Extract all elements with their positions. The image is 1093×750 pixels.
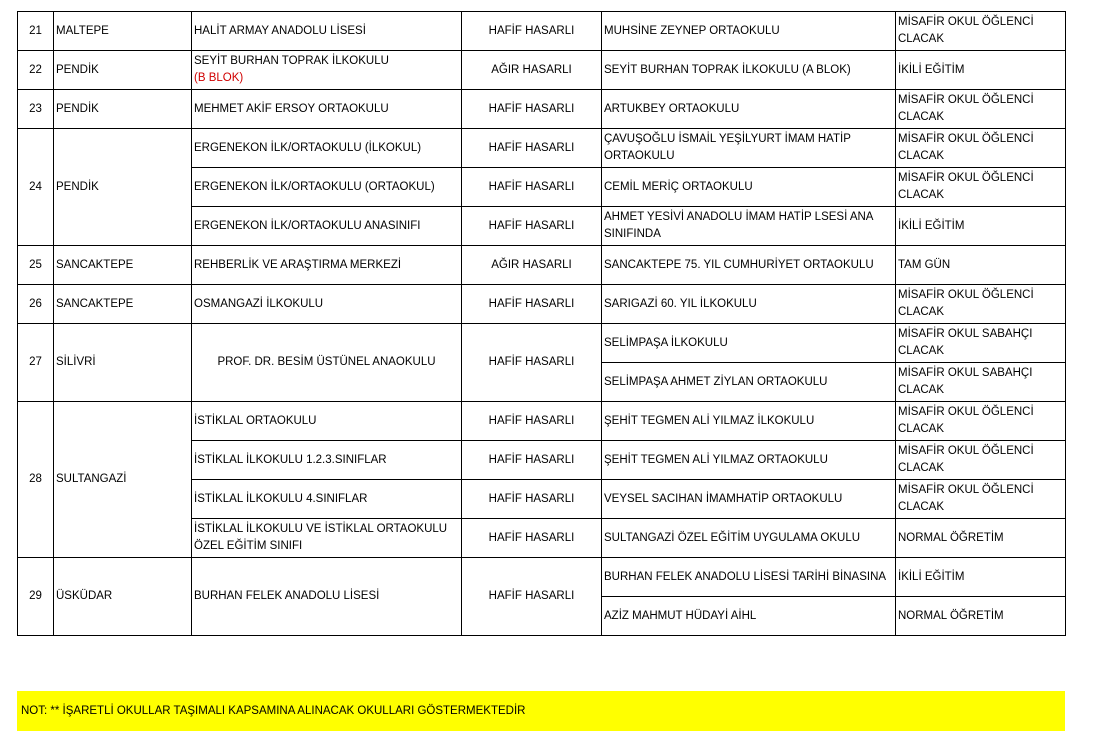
table-row <box>18 285 1066 324</box>
damage-status-cell: AĞIR HASARLI <box>462 246 602 285</box>
target-school-cell: SELİMPAŞA AHMET ZİYLAN ORTAOKULU <box>602 363 896 402</box>
district-cell: SANCAKTEPE <box>54 285 192 324</box>
school-cell: ERGENEKON İLK/ORTAOKULU ANASINIFI <box>192 207 462 246</box>
school-cell: PROF. DR. BESİM ÜSTÜNEL ANAOKULU <box>192 324 462 402</box>
target-school-cell: SARIGAZİ 60. YIL İLKOKULU <box>602 285 896 324</box>
school-relocation-table <box>17 11 1066 636</box>
target-school-cell: VEYSEL SACIHAN İMAMHATİP ORTAOKULU <box>602 480 896 519</box>
district-cell: SULTANGAZİ <box>54 402 192 558</box>
school-block-note: (B BLOK) <box>194 72 244 84</box>
school-cell: İSTİKLAL İLKOKULU 4.SINIFLAR <box>192 480 462 519</box>
row-number: 21 <box>18 12 54 51</box>
education-type-cell: MİSAFİR OKUL SABAHÇI CLACAK <box>896 324 1066 363</box>
row-number: 24 <box>18 129 54 246</box>
target-school-cell: ARTUKBEY ORTAOKULU <box>602 90 896 129</box>
table-row <box>18 558 1066 597</box>
target-school-cell: ŞEHİT TEGMEN ALİ YILMAZ İLKOKULU <box>602 402 896 441</box>
row-number: 22 <box>18 51 54 90</box>
school-cell: İSTİKLAL İLKOKULU 1.2.3.SINIFLAR <box>192 441 462 480</box>
target-school-cell: ÇAVUŞOĞLU İSMAİL YEŞİLYURT İMAM HATİP ORTAOKULU <box>602 129 896 168</box>
row-number: 28 <box>18 402 54 558</box>
target-school-cell: BURHAN FELEK ANADOLU LİSESİ TARİHİ BİNASINA <box>602 558 896 597</box>
education-type-cell: NORMAL ÖĞRETİM <box>896 597 1066 636</box>
education-type-cell: MİSAFİR OKUL ÖĞLENCİ CLACAK <box>896 168 1066 207</box>
district-cell: PENDİK <box>54 51 192 90</box>
damage-status-cell: HAFİF HASARLI <box>462 129 602 168</box>
target-school-cell: SULTANGAZİ ÖZEL EĞİTİM UYGULAMA OKULU <box>602 519 896 558</box>
district-cell: MALTEPE <box>54 12 192 51</box>
education-type-cell: MİSAFİR OKUL ÖĞLENCİ CLACAK <box>896 285 1066 324</box>
damage-status-cell: AĞIR HASARLI <box>462 51 602 90</box>
row-number: 23 <box>18 90 54 129</box>
education-type-cell: MİSAFİR OKUL ÖĞLENCİ CLACAK <box>896 480 1066 519</box>
damage-status-cell: HAFİF HASARLI <box>462 324 602 402</box>
education-type-cell: MİSAFİR OKUL ÖĞLENCİ CLACAK <box>896 441 1066 480</box>
education-type-cell: MİSAFİR OKUL ÖĞLENCİ CLACAK <box>896 129 1066 168</box>
damage-status-cell: HAFİF HASARLI <box>462 519 602 558</box>
district-cell: SİLİVRİ <box>54 324 192 402</box>
school-cell: HALİT ARMAY ANADOLU LİSESİ <box>192 12 462 51</box>
damage-status-cell: HAFİF HASARLI <box>462 12 602 51</box>
education-type-cell: İKİLİ EĞİTİM <box>896 51 1066 90</box>
education-type-cell: İKİLİ EĞİTİM <box>896 558 1066 597</box>
target-school-cell: SELİMPAŞA İLKOKULU <box>602 324 896 363</box>
table-row <box>18 12 1066 51</box>
damage-status-cell: HAFİF HASARLI <box>462 207 602 246</box>
school-name: SEYİT BURHAN TOPRAK İLKOKULU <box>194 55 389 67</box>
target-school-cell: AZİZ MAHMUT HÜDAYİ AİHL <box>602 597 896 636</box>
district-cell: SANCAKTEPE <box>54 246 192 285</box>
school-cell: ERGENEKON İLK/ORTAOKULU (İLKOKUL) <box>192 129 462 168</box>
education-type-cell: İKİLİ EĞİTİM <box>896 207 1066 246</box>
target-school-cell: MUHSİNE ZEYNEP ORTAOKULU <box>602 12 896 51</box>
table-row <box>18 51 1066 90</box>
damage-status-cell: HAFİF HASARLI <box>462 285 602 324</box>
target-school-cell: AHMET YESİVİ ANADOLU İMAM HATİP LSESİ ANA SINIFINDA <box>602 207 896 246</box>
damage-status-cell: HAFİF HASARLI <box>462 90 602 129</box>
education-type-cell: NORMAL ÖĞRETİM <box>896 519 1066 558</box>
row-number: 25 <box>18 246 54 285</box>
damage-status-cell: HAFİF HASARLI <box>462 441 602 480</box>
table-row <box>18 246 1066 285</box>
damage-status-cell: HAFİF HASARLI <box>462 480 602 519</box>
education-type-cell: MİSAFİR OKUL SABAHÇI CLACAK <box>896 363 1066 402</box>
table-row <box>18 402 1066 441</box>
education-type-cell: MİSAFİR OKUL ÖĞLENCİ CLACAK <box>896 402 1066 441</box>
school-cell: REHBERLİK VE ARAŞTIRMA MERKEZİ <box>192 246 462 285</box>
education-type-cell: TAM GÜN <box>896 246 1066 285</box>
row-number: 27 <box>18 324 54 402</box>
school-cell: ERGENEKON İLK/ORTAOKULU (ORTAOKUL) <box>192 168 462 207</box>
district-cell: PENDİK <box>54 129 192 246</box>
target-school-cell: SEYİT BURHAN TOPRAK İLKOKULU (A BLOK) <box>602 51 896 90</box>
school-cell: BURHAN FELEK ANADOLU LİSESİ <box>192 558 462 636</box>
target-school-cell: SANCAKTEPE 75. YIL CUMHURİYET ORTAOKULU <box>602 246 896 285</box>
footnote-banner: NOT: ** İŞARETLİ OKULLAR TAŞIMALI KAPSAMINA ALINACAK OKULLARI GÖSTERMEKTEDİR <box>17 691 1065 731</box>
school-cell: İSTİKLAL İLKOKULU VE İSTİKLAL ORTAOKULU ÖZEL EĞİTİM SINIFI <box>192 519 462 558</box>
district-cell: PENDİK <box>54 90 192 129</box>
education-type-cell: MİSAFİR OKUL ÖĞLENCİ CLACAK <box>896 12 1066 51</box>
district-cell: ÜSKÜDAR <box>54 558 192 636</box>
school-cell: İSTİKLAL ORTAOKULU <box>192 402 462 441</box>
school-cell: MEHMET AKİF ERSOY ORTAOKULU <box>192 90 462 129</box>
school-cell <box>192 51 462 90</box>
row-number: 29 <box>18 558 54 636</box>
damage-status-cell: HAFİF HASARLI <box>462 168 602 207</box>
table-row <box>18 129 1066 168</box>
table-row <box>18 324 1066 363</box>
damage-status-cell: HAFİF HASARLI <box>462 402 602 441</box>
damage-status-cell: HAFİF HASARLI <box>462 558 602 636</box>
education-type-cell: MİSAFİR OKUL ÖĞLENCİ CLACAK <box>896 90 1066 129</box>
row-number: 26 <box>18 285 54 324</box>
target-school-cell: CEMİL MERİÇ ORTAOKULU <box>602 168 896 207</box>
table-row <box>18 90 1066 129</box>
school-cell: OSMANGAZİ İLKOKULU <box>192 285 462 324</box>
target-school-cell: ŞEHİT TEGMEN ALİ YILMAZ ORTAOKULU <box>602 441 896 480</box>
